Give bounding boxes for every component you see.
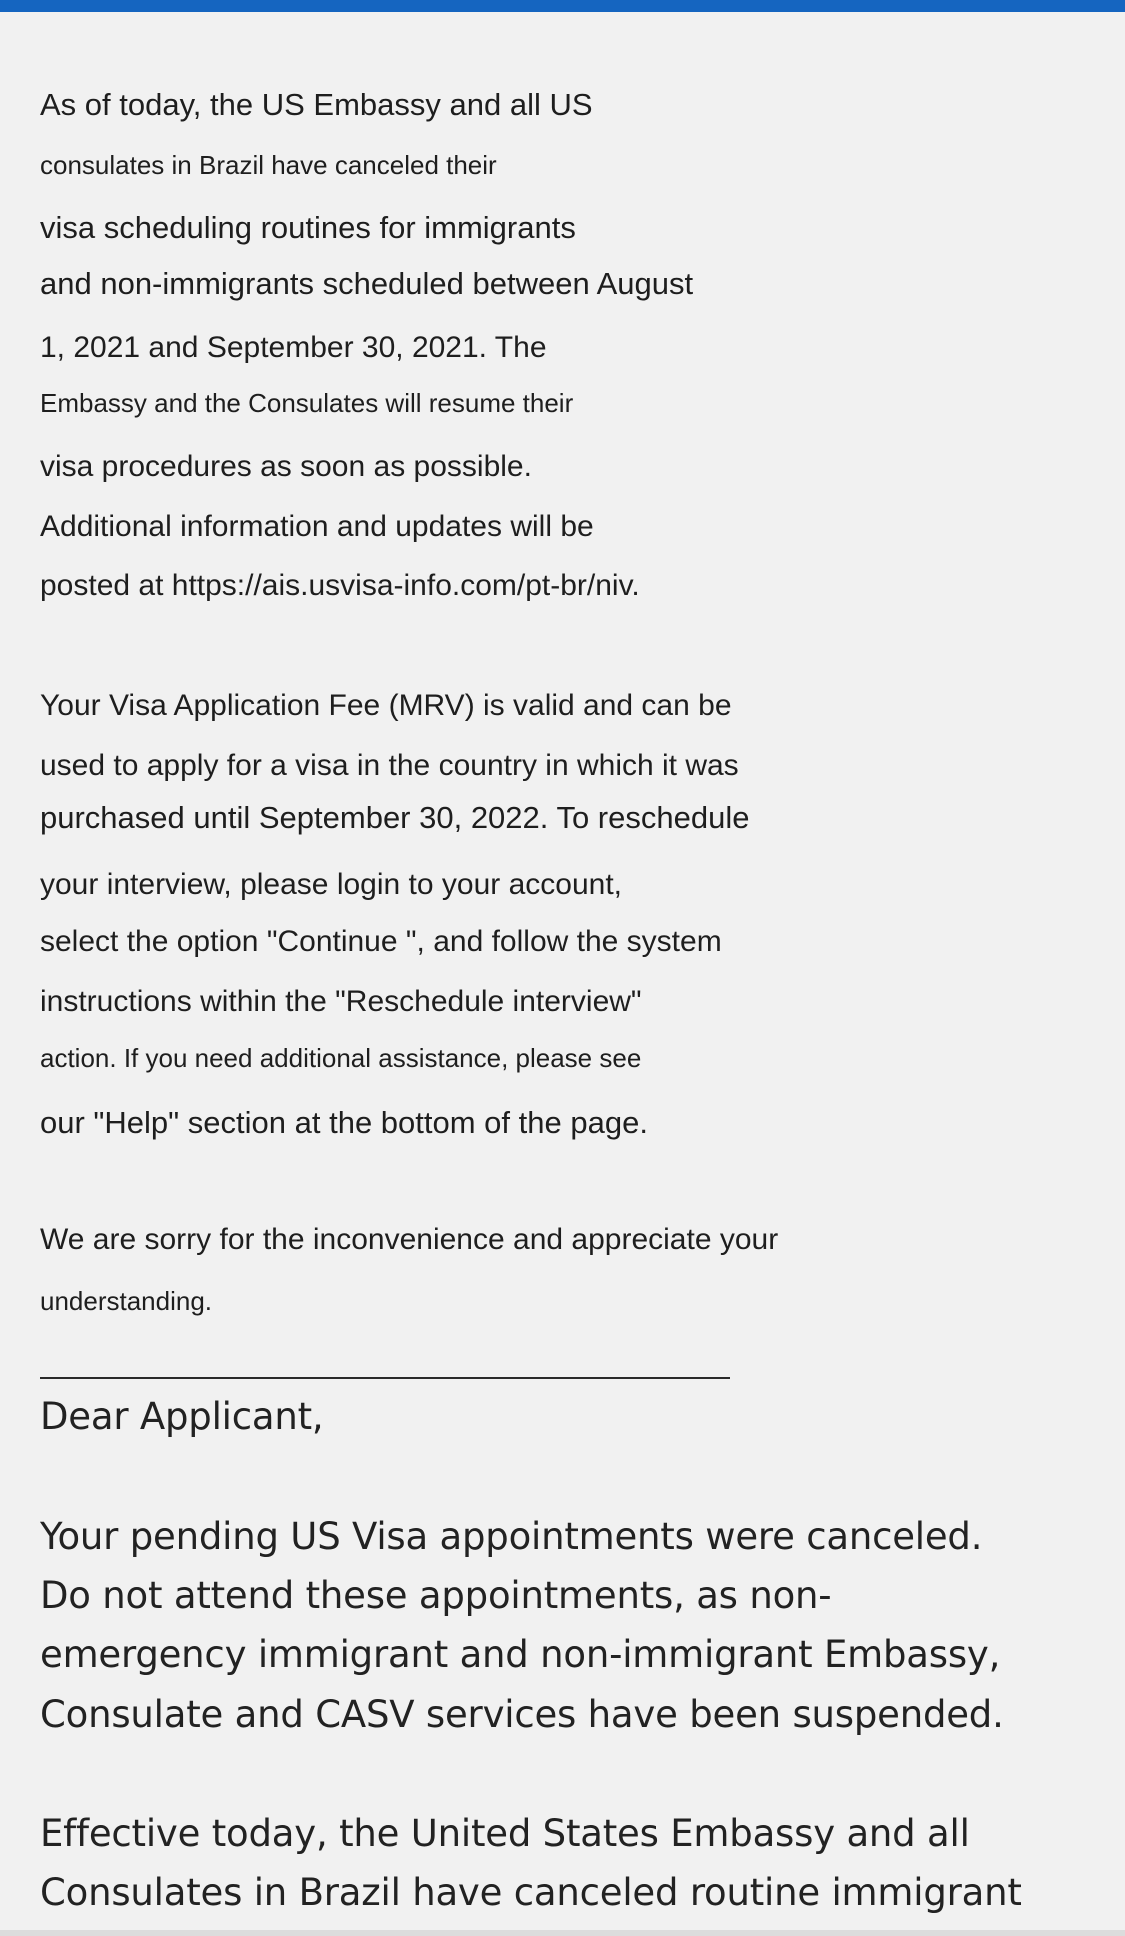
- notice-line: and non-immigrants scheduled between August: [40, 266, 694, 301]
- fee-line: action. If you need additional assistance, please see: [40, 1043, 642, 1073]
- section-divider: [40, 1377, 730, 1379]
- letter-line: Do not attend these appointments, as non-: [40, 1574, 832, 1617]
- letter-greeting: Dear Applicant,: [40, 1395, 324, 1438]
- fee-line: your interview, please login to your account,: [40, 868, 622, 901]
- letter-line: Consulate and CASV services have been suspended.: [40, 1693, 1004, 1736]
- notice-link-line: posted at https://ais.usvisa-info.com/pt-br/niv.: [40, 569, 640, 602]
- fee-line: used to apply for a visa in the country in which it was: [40, 749, 739, 782]
- letter-line: Your pending US Visa appointments were canceled.: [40, 1515, 983, 1558]
- fee-line: purchased until September 30, 2022. To reschedule: [40, 800, 750, 835]
- letter-line: Consulates in Brazil have canceled routine immigrant: [40, 1871, 1022, 1914]
- notice-line: consulates in Brazil have canceled their: [40, 150, 497, 180]
- notice-line: As of today, the US Embassy and all US: [40, 87, 593, 122]
- apology-line: understanding.: [40, 1286, 213, 1316]
- notice-line: visa procedures as soon as possible.: [40, 450, 532, 483]
- fee-line: our "Help" section at the bottom of the page.: [40, 1105, 648, 1140]
- fee-line: Your Visa Application Fee (MRV) is valid and can be: [40, 689, 732, 722]
- notice-line: visa scheduling routines for immigrants: [40, 210, 576, 245]
- fee-line: select the option "Continue ", and follow the system: [40, 925, 722, 958]
- bottom-edge: [0, 1930, 1125, 1936]
- apology-line: We are sorry for the inconvenience and appreciate your: [40, 1223, 779, 1256]
- letter-line: Effective today, the United States Embassy and all: [40, 1812, 970, 1855]
- notice-line: Additional information and updates will be: [40, 510, 594, 543]
- notice-line: Embassy and the Consulates will resume their: [40, 388, 574, 418]
- fee-line: instructions within the "Reschedule interview": [40, 985, 642, 1018]
- letter-line: emergency immigrant and non-immigrant Embassy,: [40, 1633, 1001, 1676]
- notice-line: 1, 2021 and September 30, 2021. The: [40, 331, 547, 364]
